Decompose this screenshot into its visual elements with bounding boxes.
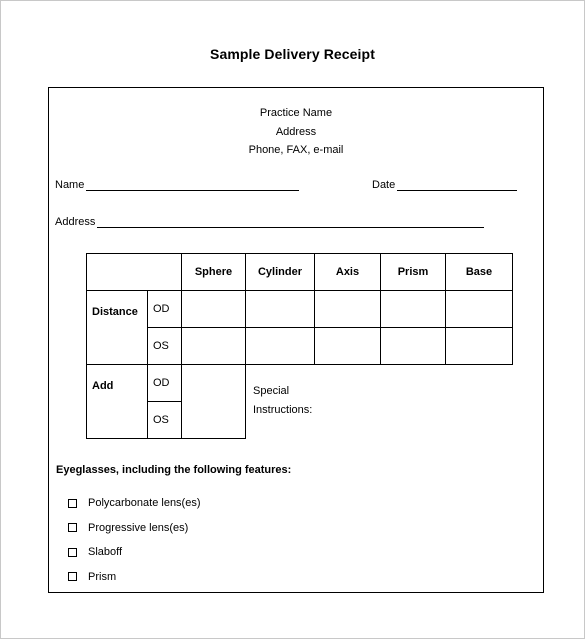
special-instructions	[253, 382, 312, 420]
add-sphere-cell[interactable]	[182, 365, 246, 439]
table-header-row	[87, 254, 513, 291]
feature-label: Prism	[88, 570, 117, 583]
special-label-line1: Special	[253, 385, 290, 397]
column-header: Axis	[315, 254, 381, 291]
practice-name: Practice Name	[259, 107, 333, 119]
checkbox-progressive[interactable]	[68, 523, 77, 532]
date-label: Date	[372, 179, 396, 191]
feature-label: Progressive lens(es)	[88, 521, 189, 534]
practice-info	[49, 104, 543, 160]
feature-label: Polycarbonate lens(es)	[88, 497, 201, 510]
date-blank[interactable]	[397, 178, 517, 191]
table-cell[interactable]	[381, 328, 446, 365]
name-label: Name	[55, 179, 85, 191]
checkbox-slaboff[interactable]	[68, 548, 77, 557]
receipt-form	[48, 87, 544, 593]
date-field	[372, 178, 517, 191]
table-cell[interactable]	[446, 291, 513, 328]
row-label-add: Add	[87, 365, 148, 439]
feature-label: Slaboff	[88, 546, 123, 559]
eye-label: OD	[148, 291, 182, 328]
checkbox-prism[interactable]	[68, 572, 77, 581]
list-item	[68, 540, 201, 565]
table-cell[interactable]	[381, 291, 446, 328]
address-label: Address	[55, 216, 96, 228]
name-field	[55, 178, 299, 191]
list-item	[68, 516, 201, 541]
column-header: Cylinder	[246, 254, 315, 291]
table-cell[interactable]	[246, 328, 315, 365]
table-cell[interactable]	[182, 291, 246, 328]
eye-label: OS	[148, 402, 182, 439]
list-item	[68, 565, 201, 590]
name-blank[interactable]	[86, 178, 299, 191]
practice-address: Address	[275, 125, 317, 138]
table-cell[interactable]	[446, 328, 513, 365]
table-cell[interactable]	[315, 328, 381, 365]
address-blank[interactable]	[97, 215, 484, 228]
table-cell[interactable]	[315, 291, 381, 328]
features-heading: Eyeglasses, including the following features:	[56, 464, 292, 476]
column-header: Base	[446, 254, 513, 291]
table-cell[interactable]	[182, 328, 246, 365]
features-list	[68, 491, 201, 589]
practice-contact: Phone, FAX, e-mail	[248, 144, 344, 156]
table-row	[87, 291, 513, 328]
header-corner-cell	[87, 254, 182, 291]
list-item	[68, 491, 201, 516]
column-header: Prism	[381, 254, 446, 291]
eye-label: OD	[148, 365, 182, 402]
eye-label: OS	[148, 328, 182, 365]
special-label-line2: Instructions:	[253, 404, 313, 416]
row-label-distance: Distance	[87, 291, 148, 365]
document-title: Sample Delivery Receipt	[210, 46, 375, 62]
table-cell[interactable]	[246, 291, 315, 328]
address-field	[55, 215, 484, 228]
column-header: Sphere	[182, 254, 246, 291]
table-row	[87, 328, 513, 365]
checkbox-polycarbonate[interactable]	[68, 499, 77, 508]
